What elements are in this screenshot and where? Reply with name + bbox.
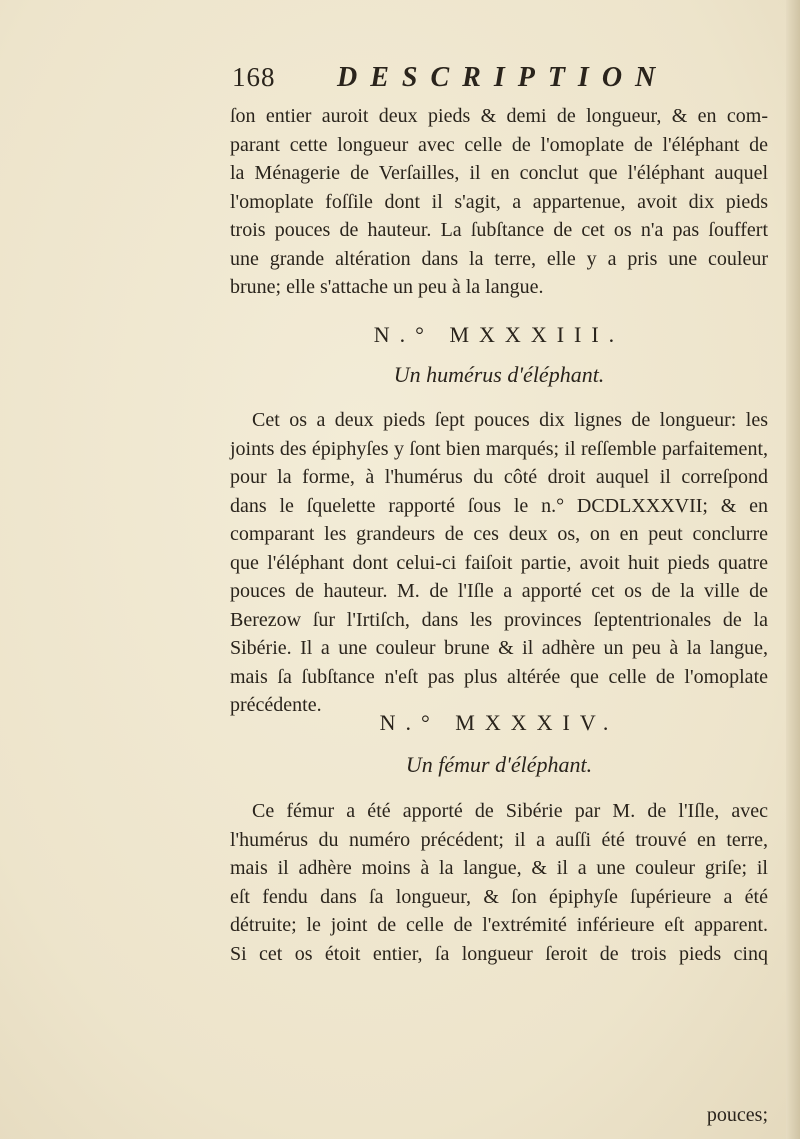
section-paragraph: [230, 406, 768, 720]
page-edge: [786, 0, 800, 1139]
section-title: Un humérus d'éléphant.: [393, 362, 605, 387]
text-line: Si cet os étoit entier, ſa longueur ſeroit de trois pieds cinq: [230, 942, 768, 965]
running-title: DESCRIPTION: [337, 62, 669, 93]
text-line: ſon entier auroit deux pieds & demi de longueur, & en com-: [230, 105, 768, 127]
text-line: comparant les grandeurs de ces deux os, on en peut conclurre: [230, 523, 768, 545]
section-title: Un fémur d'éléphant.: [405, 752, 593, 777]
text-line: la Ménagerie de Verſailles, il en conclut que l'éléphant auquel: [230, 162, 768, 184]
text-line: brune; elle s'attache un peu à la langue.: [230, 276, 544, 298]
text-line: mais il adhère moins à la langue, & il a une couleur griſe; il: [230, 857, 768, 879]
text-line: que l'éléphant dont celui-ci faiſoit partie, avoit huit pieds quatre: [230, 551, 768, 574]
text-line: mais ſa ſubſtance n'eſt pas plus altérée que celle de l'omoplate: [230, 665, 768, 688]
running-header: [232, 62, 669, 96]
text-line: eſt fendu dans ſa longueur, & ſon épiphyſe ſupérieure a été: [230, 885, 768, 908]
text-line: une grande altération dans la terre, elle y a pris une couleur: [230, 247, 768, 270]
text-line: pouces de hauteur. M. de l'Iſle a apporté cet os de la ville de: [230, 580, 768, 602]
text-line: précédente.: [230, 694, 322, 716]
text-line: Berezow ſur l'Irtiſch, dans les provinces ſeptentrionales de la: [230, 608, 768, 631]
text-line: joints des épiphyſes y ſont bien marqués; il reſſemble parfaitement,: [230, 437, 768, 460]
text-line: trois pouces de hauteur. La ſubſtance de cet os n'a pas ſouffert: [230, 219, 768, 241]
text-line: l'humérus du numéro précédent; il a auſſi été trouvé en terre,: [230, 828, 768, 851]
section-number: N.° MXXXIII.: [373, 322, 625, 347]
text-line: Sibérie. Il a une couleur brune & il adhère un peu à la langue,: [230, 637, 768, 659]
intro-paragraph: [230, 102, 768, 302]
section-number: N.° MXXXIV.: [379, 710, 619, 735]
text-line: Ce fémur a été apporté de Sibérie par M. de l'Iſle, avec: [252, 800, 768, 822]
catchword: pouces;: [706, 1104, 768, 1126]
text-line: détruite; le joint de celle de l'extrémité inférieure eſt apparent.: [230, 914, 768, 936]
section-paragraph: [230, 797, 768, 968]
text-line: Cet os a deux pieds ſept pouces dix lignes de longueur: les: [252, 409, 768, 431]
text-line: parant cette longueur avec celle de l'omoplate de l'éléphant de: [230, 133, 768, 156]
page-number: 168: [232, 62, 276, 92]
text-line: dans le ſquelette rapporté ſous le n.° DCDLXXXVII; & en: [230, 494, 768, 517]
text-line: pour la forme, à l'humérus du côté droit auquel il correſpond: [230, 466, 768, 488]
text-line: l'omoplate foſſile dont il s'agit, a appartenue, avoit dix pieds: [230, 190, 768, 213]
